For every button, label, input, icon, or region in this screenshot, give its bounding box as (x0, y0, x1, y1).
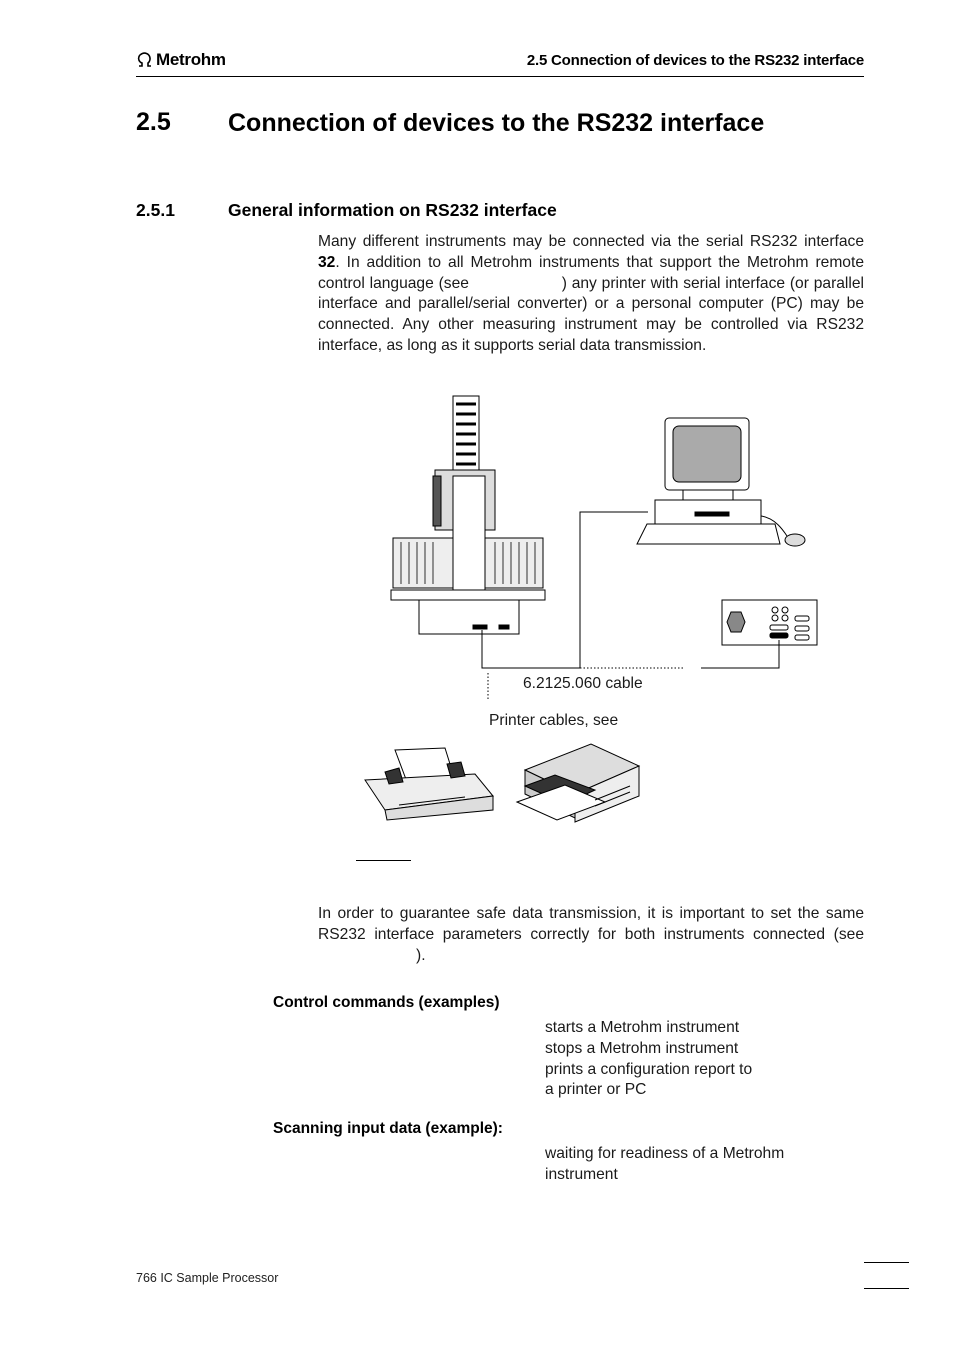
header-rule (136, 76, 864, 77)
safety-paragraph (318, 904, 864, 966)
scanning-desc-2: instrument (545, 1166, 618, 1183)
footer-rule-top (864, 1262, 909, 1263)
control-desc-3: prints a configuration report to (545, 1061, 753, 1078)
running-header: 2.5 Connection of devices to the RS232 interface (526, 52, 864, 69)
printer-cables-label: Printer cables, see (489, 712, 619, 729)
subsection-number: 2.5.1 (136, 200, 175, 220)
scanning-heading: Scanning input data (example): (273, 1120, 503, 1137)
computer-icon (637, 418, 805, 546)
safety-text-1: In order to guarantee safe data transmission, it is important to set the same RS232 interface parameters correctly for both instruments connected (see (318, 905, 864, 943)
intro-paragraph (318, 232, 864, 357)
control-desc-1: starts a Metrohm instrument (545, 1019, 740, 1036)
measuring-instrument-icon (722, 600, 817, 645)
dot-matrix-printer-icon (365, 748, 493, 820)
control-desc-2: stops a Metrohm instrument (545, 1040, 739, 1057)
footer-rule-bottom (864, 1288, 909, 1289)
intro-text-3: ) any printer with serial interface (or parallel interface and parallel/serial converter) or a personal computer (PC) may be connected. Any other measuring instrument may be controlled via RS232 interface, as long as it supports serial data transmission. (318, 274, 864, 354)
intro-text-1: Many different instruments may be connected via the serial RS232 interface (318, 233, 864, 250)
intro-bold-ref: 32 (318, 253, 336, 271)
metrohm-logo (136, 50, 226, 70)
logo-text: Metrohm (156, 50, 226, 69)
subsection-title: General information on RS232 interface (228, 200, 557, 220)
scanning-desc-1: waiting for readiness of a Metrohm (545, 1145, 785, 1162)
safety-text-2: ). (416, 946, 426, 964)
sample-processor-icon (391, 396, 545, 634)
control-desc-4: a printer or PC (545, 1081, 647, 1098)
inkjet-printer-icon (517, 744, 639, 822)
section-title: Connection of devices to the RS232 interface (228, 109, 765, 137)
figure-caption-rule (356, 860, 411, 861)
control-commands-heading: Control commands (examples) (273, 994, 500, 1011)
connection-diagram (355, 390, 825, 830)
section-number: 2.5 (136, 108, 171, 136)
cable-label: 6.2125.060 cable (523, 675, 643, 692)
footer-product: 766 IC Sample Processor (136, 1271, 279, 1285)
metrohm-omega-icon (136, 51, 154, 69)
intro-text-2: . In addition to all Metrohm instruments that support the Metrohm remote control language (see (318, 253, 864, 292)
